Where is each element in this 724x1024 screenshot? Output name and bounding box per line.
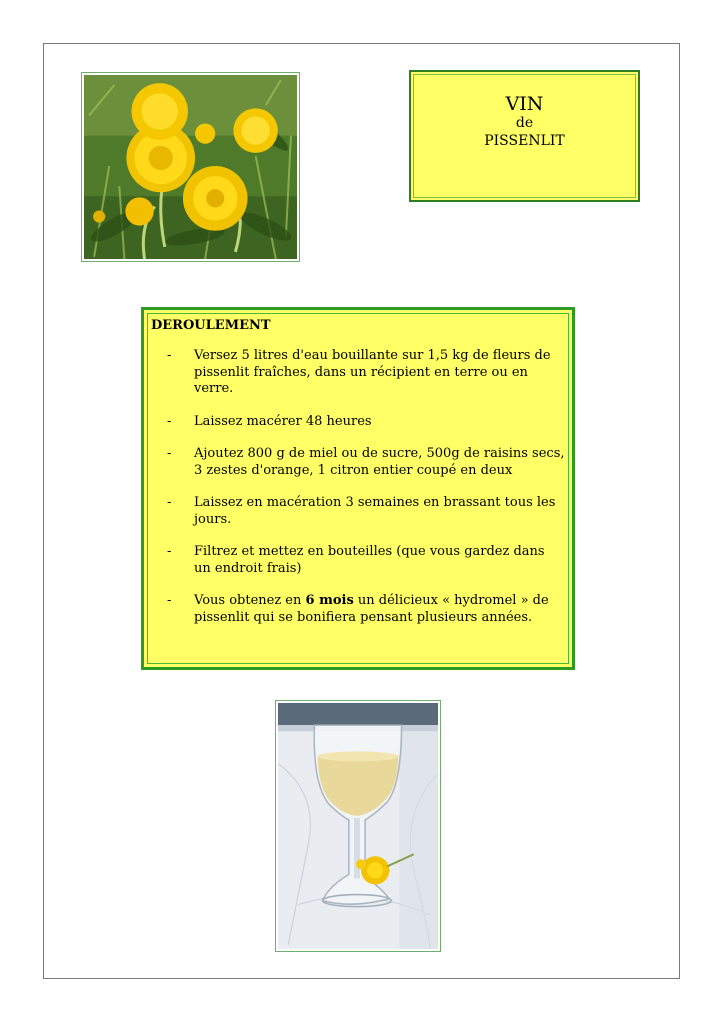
step-text-before: Vous obtenez en — [194, 593, 306, 608]
dandelion-photo — [81, 72, 300, 262]
bullet-dash: - — [167, 413, 172, 429]
list-item — [167, 593, 565, 626]
step-text-bold: 6 mois — [305, 593, 354, 608]
step-text: Versez 5 litres d'eau bouillante sur 1,5 kg de fleurs de pissenlit fraîches, dans un récipient en terre ou en verre. — [194, 348, 551, 396]
instructions-box — [141, 307, 575, 670]
title-connector: de — [515, 115, 534, 131]
title-box — [409, 70, 640, 202]
title-subject: PISSENLIT — [484, 133, 565, 149]
step-text: Filtrez et mettez en bouteilles (que vous gardez dans un endroit frais) — [194, 544, 545, 576]
list-item — [167, 446, 565, 479]
bullet-dash: - — [167, 495, 172, 510]
steps-list — [167, 348, 565, 642]
list-item — [167, 414, 565, 431]
list-item — [167, 348, 565, 398]
step-text-after: un délicieux « hydromel » de pissenlit qui se bonifiera pensant plusieurs années. — [194, 593, 549, 625]
step-text: Ajoutez 800 g de miel ou de sucre, 500g de raisins secs, 3 zestes d'orange, 1 citron entier coupé en deux — [194, 446, 565, 478]
step-text: Laissez en macération 3 semaines en brassant tous les jours. — [194, 495, 556, 527]
title-main: VIN — [505, 93, 544, 115]
instructions-heading: DEROULEMENT — [151, 318, 271, 333]
bullet-dash: - — [167, 446, 172, 461]
bullet-dash: - — [167, 593, 172, 608]
list-item — [167, 544, 565, 577]
wine-glass-photo — [275, 700, 441, 952]
bullet-dash: - — [167, 544, 172, 559]
bullet-dash: - — [167, 348, 172, 363]
list-item — [167, 495, 565, 528]
step-text — [194, 593, 549, 625]
step-text: Laissez macérer 48 heures — [194, 413, 372, 429]
